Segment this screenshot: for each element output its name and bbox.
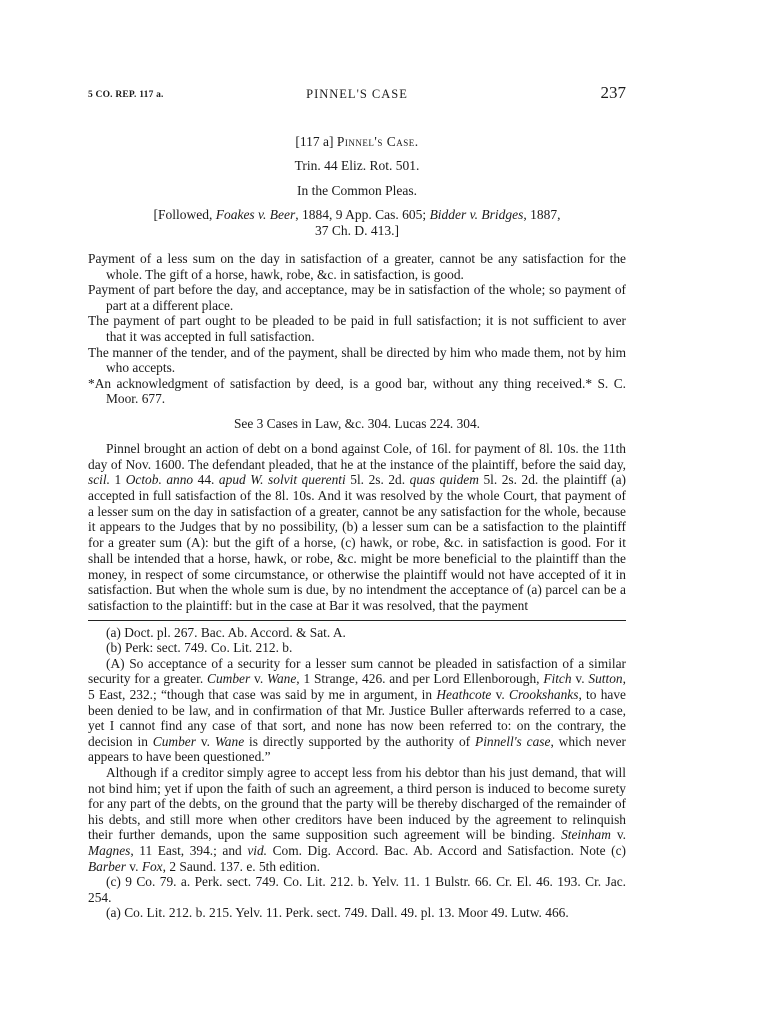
case-court: In the Common Pleas. <box>297 183 417 198</box>
case-term: Trin. 44 Eliz. Rot. 501. <box>294 158 420 173</box>
headnote: Payment of a less sum on the day in satisfaction of a greater, cannot be any satisfaction for the whole. The gift of a horse, hawk, robe, &c. in satisfaction, is good. <box>88 251 626 282</box>
page-number: 237 <box>600 83 626 102</box>
footnote-A: (A) So acceptance of a security for a lesser sum cannot be pleaded in satisfaction of a similar security for a greater. Cumber v. Wane, 1 Strange, 426. and per Lord Ellenborough, Fitch v. Sutton, 5 East, 232.; “though that case was said by me in argument, in Heathcote v. Crookshanks, to have been denied to be law, and in confirmation of that Mr. Justice Buller afterwards referred to a case, yet I cannot find any case of that sort, and none has now been referred to: on the contrary, the decision in Cumber v. Wane is directly supported by the authority of Pinnell's case, which never appears to have been questioned.” <box>88 655 626 765</box>
case-bracket-reference: [117 a] <box>295 134 334 149</box>
footnote-divider <box>88 620 626 621</box>
footnote-a: (a) Doct. pl. 267. Bac. Ab. Accord. & Sat. A. <box>106 624 346 640</box>
footnote-c: (c) 9 Co. 79. a. Perk. sect. 749. Co. Lit. 212. b. Yelv. 11. 1 Bulstr. 66. Cr. El. 46. 193. Cr. Jac. 254. <box>88 874 626 905</box>
running-title: PINNEL'S CASE <box>306 87 408 101</box>
followed-case-1: Foakes v. Beer <box>215 207 296 222</box>
followed-case-2: Bidder v. Bridges <box>429 207 524 222</box>
case-title <box>88 133 626 150</box>
footnotes <box>88 625 626 921</box>
reporter-reference: 5 CO. REP. 117 a. <box>88 90 164 100</box>
footnote-A-continued: Although if a creditor simply agree to accept less from his debtor than his just demand, that will not bind him; yet if upon the faith of such an agreement, a third person is induced to become surety for any part of the debts, on the ground that the party will be thereby discharged of the remainder of his debts, and still more when other creditors have been induced by the agreement to relinquish their further demands, upon the same supposition such agreement will be binding. Steinham v. Magnes, 11 East, 394.; and vid. Com. Dig. Accord. Bac. Ab. Accord and Satisfaction. Note (c) Barber v. Fox, 2 Saund. 137. e. 5th edition. <box>88 765 626 874</box>
headnote: The manner of the tender, and of the payment, shall be directed by him who made them, not by him who accepts. <box>88 344 626 376</box>
followed-citation: [Followed, Foakes v. Beer, 1884, 9 App. Cas. 605; Bidder v. Bridges, 1887, 37 Ch. D. 413.] <box>153 207 561 238</box>
headnote: *An acknowledgment of satisfaction by deed, is a good bar, without any thing received.* S. C. Moor. 677. <box>88 375 626 407</box>
see-also-citation: See 3 Cases in Law, &c. 304. Lucas 224. 304. <box>233 415 481 431</box>
headnotes <box>88 251 626 407</box>
case-report-body: Pinnel brought an action of debt on a bond against Cole, of 16l. for payment of 8l. 10s. the 11th day of Nov. 1600. The defendant pleaded, that he at the instance of the plaintiff, before the said day, scil. 1 Octob. anno 44. apud W. solvit querenti 5l. 2s. 2d. quas quidem 5l. 2s. 2d. the plaintiff (a) accepted in full satisfaction of the 8l. 10s. And it was resolved by the whole Court, that payment of a lesser sum on the day in satisfaction of a greater, cannot be any satisfaction for the whole, because it appears to the Judges that by no possibility, (b) a lesser sum can be a satisfaction to the plaintiff for a greater sum (A): but the gift of a horse, (c) hawk, or robe, &c. in satisfaction is good. For it shall be intended that a horse, hawk, or robe, &c. might be more beneficial to the plaintiff than the money, in respect of some circumstance, or otherwise the plaintiff would not have accepted of it in satisfaction. But when the whole sum is due, by no intendment the acceptance of (a) parcel can be a satisfaction to the plaintiff: but in the case at Bar it was resolved, that the payment <box>88 440 626 613</box>
case-name: Pinnel's Case. <box>336 134 419 149</box>
footnote-b: (b) Perk: sect. 749. Co. Lit. 212. b. <box>106 640 293 656</box>
footnote-a2: (a) Co. Lit. 212. b. 215. Yelv. 11. Perk. sect. 749. Dall. 49. pl. 13. Moor 49. Lutw. 466. <box>106 905 569 921</box>
headnote: The payment of part ought to be pleaded to be paid in full satisfaction; it is not sufficient to aver that it was accepted in full satisfaction. <box>88 313 626 344</box>
document-page <box>88 84 626 921</box>
headnote: Payment of part before the day, and acceptance, may be in satisfaction of the whole; so payment of part at a different place. <box>88 282 626 313</box>
running-header <box>88 84 626 110</box>
